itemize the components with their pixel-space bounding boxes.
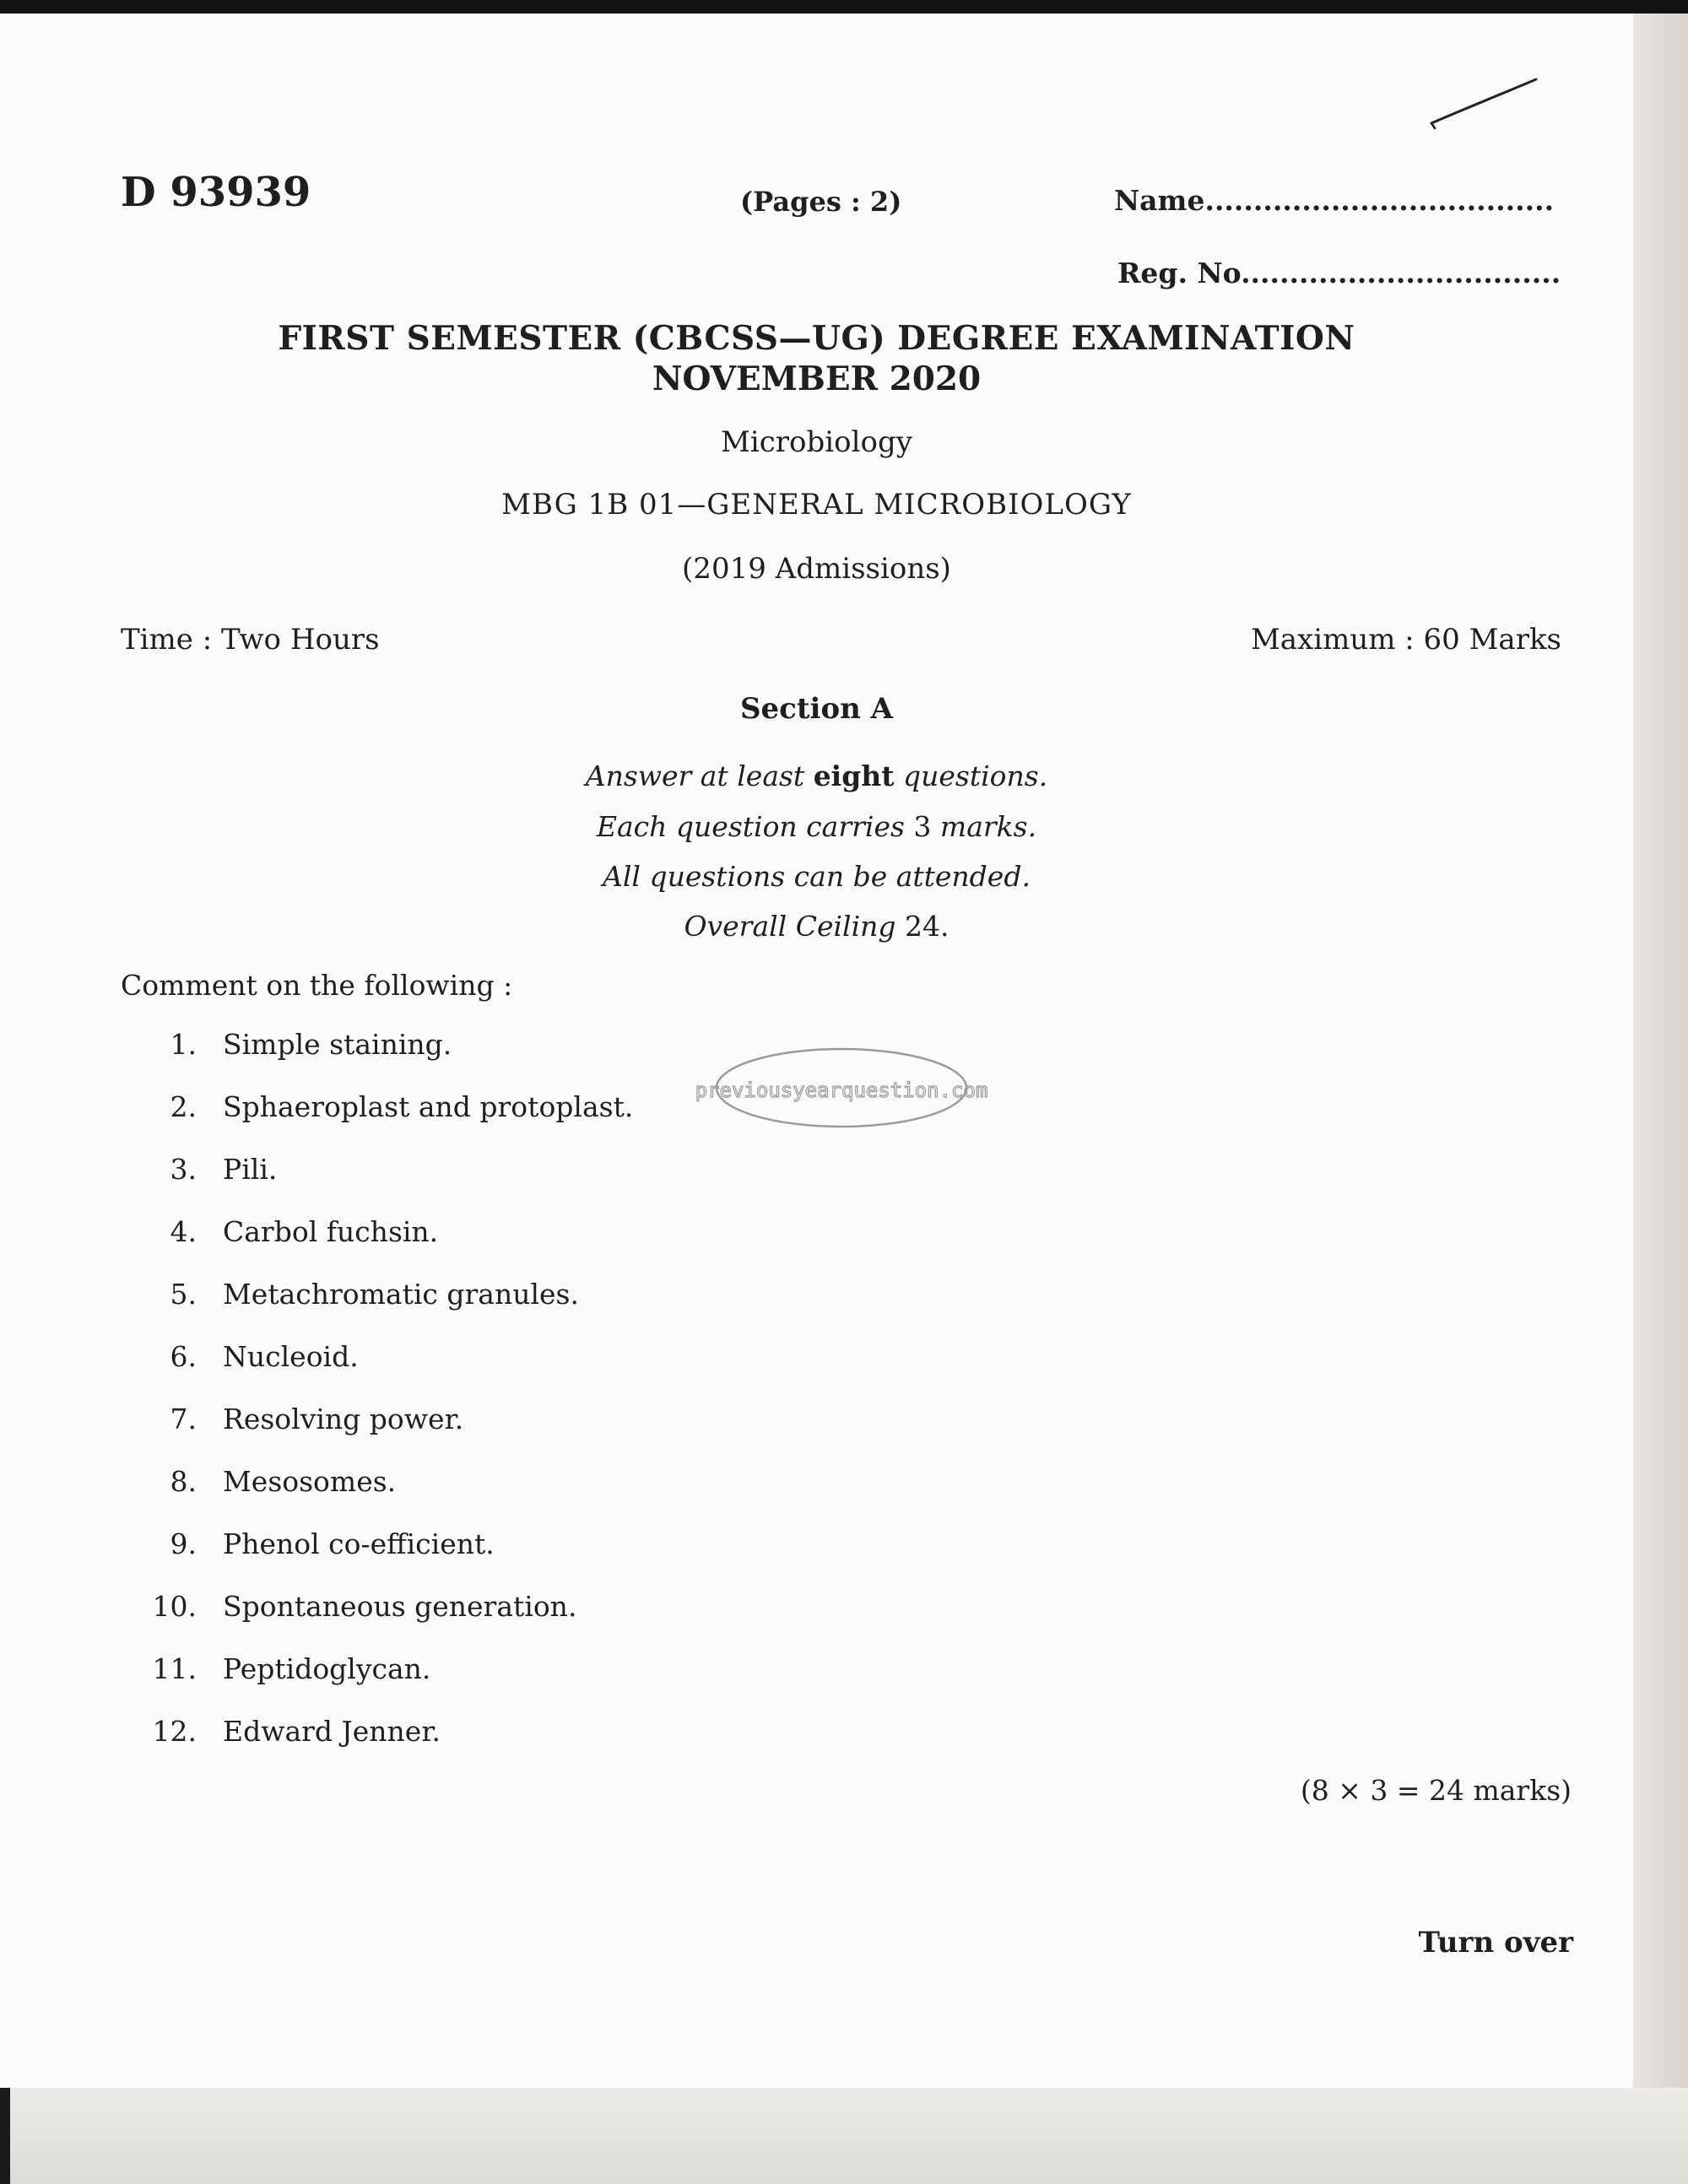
question-number: 3. — [170, 1153, 197, 1186]
instruction-1-part-a: Answer at least — [585, 760, 814, 792]
name-field: Name.................................... — [1114, 184, 1555, 217]
question-text: Peptidoglycan. — [223, 1652, 431, 1685]
question-text: Mesosomes. — [223, 1465, 397, 1498]
question-text: Carbol fuchsin. — [223, 1215, 439, 1248]
time-allowed: Time : Two Hours — [121, 623, 380, 657]
admissions: (2019 Admissions) — [682, 552, 951, 586]
scan-top-edge — [0, 0, 1688, 14]
instruction-2-part-c: marks. — [931, 810, 1037, 843]
instruction-2 — [0, 810, 1633, 843]
question-text: Simple staining. — [223, 1028, 452, 1061]
instruction-1-part-c: questions. — [894, 760, 1048, 792]
turn-over: Turn over — [1418, 1926, 1573, 1960]
question-text: Spontaneous generation. — [223, 1590, 577, 1623]
instruction-4-part-a: Overall Ceiling — [684, 910, 906, 943]
instruction-1-emphasis: eight — [813, 760, 895, 792]
question-text: Phenol co-efficient. — [223, 1527, 495, 1560]
scan-left-edge — [0, 2088, 10, 2184]
watermark-logo — [695, 1045, 988, 1131]
instruction-3: All questions can be attended. — [603, 860, 1031, 893]
question-number: 10. — [152, 1590, 197, 1623]
section-marks: (8 × 3 = 24 marks) — [1300, 1774, 1572, 1807]
question-number: 2. — [170, 1090, 197, 1123]
question-text: Metachromatic granules. — [223, 1278, 579, 1311]
question-number: 8. — [170, 1465, 197, 1498]
question-prompt: Comment on the following : — [121, 969, 513, 1002]
scan-right-margin — [1633, 14, 1688, 2088]
page-count: (Pages : 2) — [740, 186, 902, 218]
pen-tick-mark — [1425, 74, 1543, 133]
exam-session: NOVEMBER 2020 — [652, 359, 982, 398]
question-number: 7. — [170, 1403, 197, 1435]
reg-no-field: Reg. No................................. — [1117, 257, 1561, 289]
instruction-2-number: 3 — [913, 810, 932, 843]
instruction-1 — [0, 760, 1633, 792]
question-text: Pili. — [223, 1153, 278, 1186]
course-title: MBG 1B 01—GENERAL MICROBIOLOGY — [501, 488, 1132, 522]
question-number: 11. — [152, 1652, 197, 1685]
question-text: Sphaeroplast and protoplast. — [223, 1090, 634, 1123]
question-number: 12. — [152, 1715, 197, 1748]
instruction-4 — [0, 910, 1633, 943]
exam-title: FIRST SEMESTER (CBCSS—UG) DEGREE EXAMINATION — [278, 319, 1355, 358]
question-number: 5. — [170, 1278, 197, 1311]
instruction-4-number: 24. — [905, 910, 950, 943]
question-text: Resolving power. — [223, 1403, 464, 1435]
question-number: 9. — [170, 1527, 197, 1560]
svg-text:previousyearquestion.com: previousyearquestion.com — [695, 1078, 988, 1102]
subject: Microbiology — [721, 425, 912, 459]
scan-bottom-margin — [10, 2088, 1688, 2184]
question-text: Nucleoid. — [223, 1340, 359, 1373]
section-heading: Section A — [739, 692, 894, 726]
maximum-marks: Maximum : 60 Marks — [1250, 623, 1561, 657]
question-number: 6. — [170, 1340, 197, 1373]
question-paper-code: D 93939 — [121, 169, 311, 216]
instruction-2-part-a: Each question carries — [596, 810, 914, 843]
question-number: 1. — [170, 1028, 197, 1061]
question-text: Edward Jenner. — [223, 1715, 441, 1748]
question-number: 4. — [170, 1215, 197, 1248]
